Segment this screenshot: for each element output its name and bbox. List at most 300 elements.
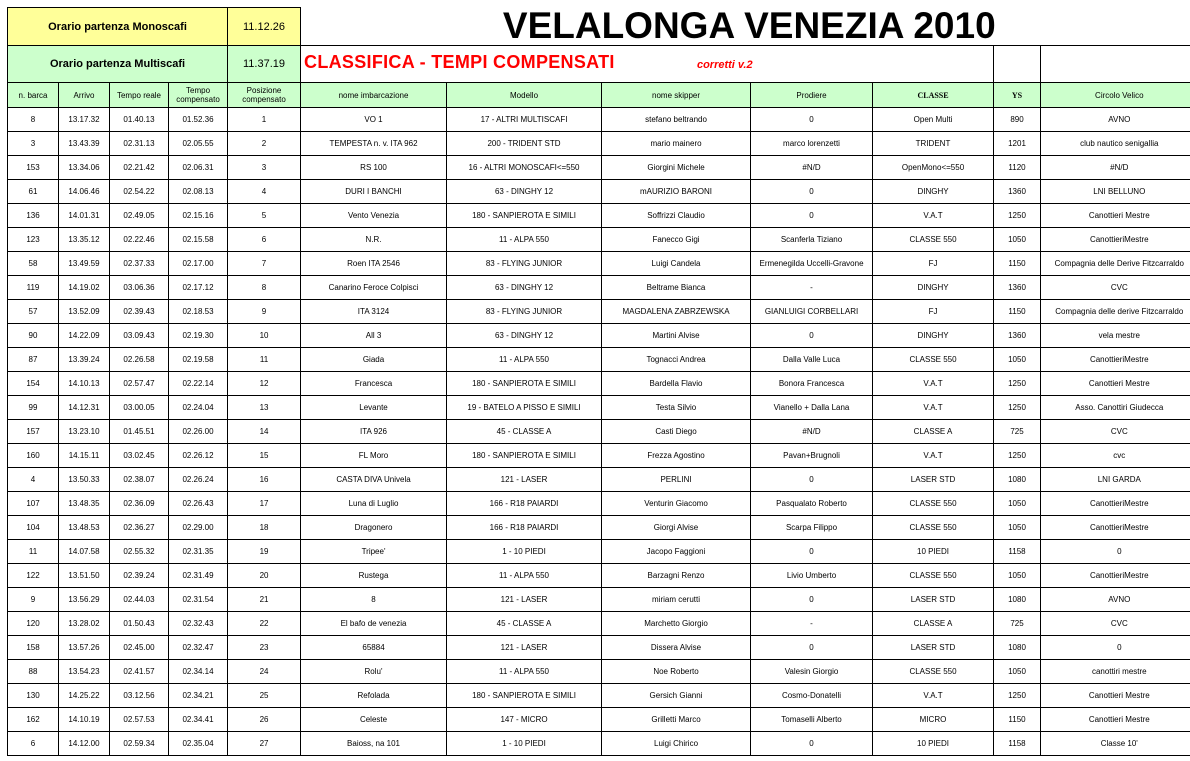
cell-compensato[interactable]: 02.26.43 <box>169 492 228 516</box>
cell-arrivo[interactable]: 13.35.12 <box>59 228 110 252</box>
cell-compensato[interactable]: 02.17.00 <box>169 252 228 276</box>
cell-barca[interactable]: 104 <box>8 516 59 540</box>
cell-compensato[interactable]: 02.18.53 <box>169 300 228 324</box>
cell-ys[interactable]: 1150 <box>994 708 1041 732</box>
cell-arrivo[interactable]: 14.12.00 <box>59 732 110 756</box>
cell-circolo[interactable]: CanottieriMestre <box>1041 564 1190 588</box>
cell-circolo[interactable]: canottiri mestre <box>1041 660 1190 684</box>
cell-circolo[interactable]: 0 <box>1041 540 1190 564</box>
cell-compensato[interactable]: 02.26.12 <box>169 444 228 468</box>
cell-reale[interactable]: 02.38.07 <box>110 468 169 492</box>
cell-reale[interactable]: 03.00.05 <box>110 396 169 420</box>
cell-classe[interactable]: LASER STD <box>873 636 994 660</box>
cell-arrivo[interactable]: 14.12.31 <box>59 396 110 420</box>
cell-arrivo[interactable]: 13.48.53 <box>59 516 110 540</box>
cell-nome[interactable]: Baioss, na 101 <box>301 732 447 756</box>
cell-nome[interactable]: 8 <box>301 588 447 612</box>
cell-barca[interactable]: 87 <box>8 348 59 372</box>
empty-cell[interactable] <box>994 46 1041 83</box>
cell-classe[interactable]: V.A.T <box>873 372 994 396</box>
cell-barca[interactable]: 58 <box>8 252 59 276</box>
cell-nome[interactable]: El bafo de venezia <box>301 612 447 636</box>
cell-posizione[interactable]: 14 <box>228 420 301 444</box>
cell-circolo[interactable]: Asso. Canottiri Giudecca <box>1041 396 1190 420</box>
empty-cell[interactable] <box>1041 46 1190 83</box>
cell-skipper[interactable]: Casti Diego <box>602 420 751 444</box>
cell-circolo[interactable]: CanottieriMestre <box>1041 492 1190 516</box>
cell-circolo[interactable]: AVNO <box>1041 108 1190 132</box>
cell-classe[interactable]: V.A.T <box>873 444 994 468</box>
cell-posizione[interactable]: 17 <box>228 492 301 516</box>
cell-posizione[interactable]: 8 <box>228 276 301 300</box>
cell-circolo[interactable]: LNI GARDA <box>1041 468 1190 492</box>
cell-circolo[interactable]: LNI BELLUNO <box>1041 180 1190 204</box>
cell-circolo[interactable]: CVC <box>1041 612 1190 636</box>
cell-classe[interactable]: TRIDENT <box>873 132 994 156</box>
cell-compensato[interactable]: 02.15.16 <box>169 204 228 228</box>
cell-prodiere[interactable]: 0 <box>751 108 873 132</box>
cell-ys[interactable]: 1080 <box>994 636 1041 660</box>
cell-nome[interactable]: All 3 <box>301 324 447 348</box>
cell-barca[interactable]: 154 <box>8 372 59 396</box>
cell-compensato[interactable]: 02.19.58 <box>169 348 228 372</box>
cell-modello[interactable]: 180 - SANPIEROTA E SIMILI <box>447 204 602 228</box>
cell-nome[interactable]: Roen ITA 2546 <box>301 252 447 276</box>
cell-ys[interactable]: 1150 <box>994 252 1041 276</box>
cell-nome[interactable]: Francesca <box>301 372 447 396</box>
cell-arrivo[interactable]: 14.07.58 <box>59 540 110 564</box>
cell-reale[interactable]: 02.31.13 <box>110 132 169 156</box>
cell-prodiere[interactable]: - <box>751 612 873 636</box>
cell-reale[interactable]: 02.37.33 <box>110 252 169 276</box>
cell-posizione[interactable]: 25 <box>228 684 301 708</box>
cell-nome[interactable]: Rolu' <box>301 660 447 684</box>
multi-start-time[interactable]: 11.37.19 <box>228 46 301 83</box>
cell-prodiere[interactable]: Scanferla Tiziano <box>751 228 873 252</box>
cell-prodiere[interactable]: - <box>751 276 873 300</box>
cell-arrivo[interactable]: 14.19.02 <box>59 276 110 300</box>
cell-arrivo[interactable]: 14.15.11 <box>59 444 110 468</box>
multi-start-label[interactable]: Orario partenza Multiscafi <box>8 46 228 83</box>
cell-circolo[interactable]: CanottieriMestre <box>1041 516 1190 540</box>
cell-barca[interactable]: 162 <box>8 708 59 732</box>
cell-barca[interactable]: 160 <box>8 444 59 468</box>
cell-arrivo[interactable]: 13.49.59 <box>59 252 110 276</box>
col-header-barca[interactable]: n. barca <box>8 83 59 108</box>
cell-nome[interactable]: ITA 3124 <box>301 300 447 324</box>
cell-prodiere[interactable]: Tomaselli Alberto <box>751 708 873 732</box>
cell-prodiere[interactable]: 0 <box>751 180 873 204</box>
cell-ys[interactable]: 725 <box>994 612 1041 636</box>
cell-reale[interactable]: 02.45.00 <box>110 636 169 660</box>
cell-reale[interactable]: 02.39.24 <box>110 564 169 588</box>
cell-skipper[interactable]: Noe Roberto <box>602 660 751 684</box>
cell-modello[interactable]: 11 - ALPA 550 <box>447 564 602 588</box>
cell-classe[interactable]: LASER STD <box>873 588 994 612</box>
cell-compensato[interactable]: 02.22.14 <box>169 372 228 396</box>
cell-modello[interactable]: 180 - SANPIEROTA E SIMILI <box>447 684 602 708</box>
cell-reale[interactable]: 02.44.03 <box>110 588 169 612</box>
cell-barca[interactable]: 157 <box>8 420 59 444</box>
cell-prodiere[interactable]: 0 <box>751 324 873 348</box>
cell-skipper[interactable]: Tognacci Andrea <box>602 348 751 372</box>
cell-skipper[interactable]: Luigi Chirico <box>602 732 751 756</box>
cell-circolo[interactable]: Classe 10' <box>1041 732 1190 756</box>
cell-posizione[interactable]: 5 <box>228 204 301 228</box>
cell-barca[interactable]: 99 <box>8 396 59 420</box>
cell-nome[interactable]: Vento Venezia <box>301 204 447 228</box>
cell-barca[interactable]: 8 <box>8 108 59 132</box>
cell-reale[interactable]: 01.50.43 <box>110 612 169 636</box>
cell-prodiere[interactable]: Pasqualato Roberto <box>751 492 873 516</box>
cell-compensato[interactable]: 02.15.58 <box>169 228 228 252</box>
cell-compensato[interactable]: 02.31.54 <box>169 588 228 612</box>
cell-circolo[interactable]: CanottieriMestre <box>1041 348 1190 372</box>
cell-ys[interactable]: 1158 <box>994 540 1041 564</box>
cell-ys[interactable]: 1150 <box>994 300 1041 324</box>
cell-prodiere[interactable]: 0 <box>751 732 873 756</box>
cell-prodiere[interactable]: Valesin Giorgio <box>751 660 873 684</box>
cell-barca[interactable]: 11 <box>8 540 59 564</box>
cell-nome[interactable]: Canarino Feroce Colpisci <box>301 276 447 300</box>
cell-ys[interactable]: 1120 <box>994 156 1041 180</box>
cell-reale[interactable]: 02.49.05 <box>110 204 169 228</box>
cell-arrivo[interactable]: 13.28.02 <box>59 612 110 636</box>
cell-compensato[interactable]: 02.34.41 <box>169 708 228 732</box>
cell-nome[interactable]: Rustega <box>301 564 447 588</box>
cell-skipper[interactable]: Gersich Gianni <box>602 684 751 708</box>
cell-skipper[interactable]: Dissera Alvise <box>602 636 751 660</box>
cell-arrivo[interactable]: 14.01.31 <box>59 204 110 228</box>
col-header-prodiere[interactable]: Prodiere <box>751 83 873 108</box>
cell-reale[interactable]: 02.39.43 <box>110 300 169 324</box>
cell-barca[interactable]: 123 <box>8 228 59 252</box>
cell-prodiere[interactable]: Ermenegilda Uccelli-Gravone <box>751 252 873 276</box>
cell-circolo[interactable]: CVC <box>1041 420 1190 444</box>
cell-compensato[interactable]: 02.05.55 <box>169 132 228 156</box>
cell-circolo[interactable]: Compagnia delle derive Fitzcarraldo <box>1041 300 1190 324</box>
cell-modello[interactable]: 17 - ALTRI MULTISCAFI <box>447 108 602 132</box>
cell-reale[interactable]: 03.12.56 <box>110 684 169 708</box>
cell-reale[interactable]: 02.26.58 <box>110 348 169 372</box>
cell-nome[interactable]: VO 1 <box>301 108 447 132</box>
cell-circolo[interactable]: cvc <box>1041 444 1190 468</box>
cell-barca[interactable]: 88 <box>8 660 59 684</box>
cell-posizione[interactable]: 6 <box>228 228 301 252</box>
cell-barca[interactable]: 130 <box>8 684 59 708</box>
col-header-ys[interactable]: YS <box>994 83 1041 108</box>
cell-modello[interactable]: 11 - ALPA 550 <box>447 660 602 684</box>
cell-reale[interactable]: 02.22.46 <box>110 228 169 252</box>
cell-classe[interactable]: LASER STD <box>873 468 994 492</box>
cell-classe[interactable]: OpenMono<=550 <box>873 156 994 180</box>
cell-modello[interactable]: 63 - DINGHY 12 <box>447 324 602 348</box>
cell-nome[interactable]: 65884 <box>301 636 447 660</box>
cell-nome[interactable]: Giada <box>301 348 447 372</box>
cell-skipper[interactable]: MAGDALENA ZABRZEWSKA <box>602 300 751 324</box>
cell-barca[interactable]: 90 <box>8 324 59 348</box>
cell-reale[interactable]: 02.57.47 <box>110 372 169 396</box>
cell-skipper[interactable]: PERLINI <box>602 468 751 492</box>
cell-barca[interactable]: 61 <box>8 180 59 204</box>
cell-prodiere[interactable]: Vianello + Dalla Lana <box>751 396 873 420</box>
cell-circolo[interactable]: CVC <box>1041 276 1190 300</box>
cell-prodiere[interactable]: #N/D <box>751 156 873 180</box>
cell-compensato[interactable]: 02.26.24 <box>169 468 228 492</box>
cell-prodiere[interactable]: Cosmo-Donatelli <box>751 684 873 708</box>
mono-start-time[interactable]: 11.12.26 <box>228 8 301 46</box>
cell-posizione[interactable]: 15 <box>228 444 301 468</box>
cell-reale[interactable]: 03.02.45 <box>110 444 169 468</box>
cell-skipper[interactable]: Soffrizzi Claudio <box>602 204 751 228</box>
cell-circolo[interactable]: Canottieri Mestre <box>1041 684 1190 708</box>
cell-skipper[interactable]: Grilletti Marco <box>602 708 751 732</box>
cell-posizione[interactable]: 12 <box>228 372 301 396</box>
cell-posizione[interactable]: 21 <box>228 588 301 612</box>
cell-compensato[interactable]: 02.06.31 <box>169 156 228 180</box>
mono-start-label[interactable]: Orario partenza Monoscafi <box>8 8 228 46</box>
cell-arrivo[interactable]: 13.51.50 <box>59 564 110 588</box>
cell-compensato[interactable]: 02.35.04 <box>169 732 228 756</box>
cell-prodiere[interactable]: Livio Umberto <box>751 564 873 588</box>
cell-arrivo[interactable]: 13.50.33 <box>59 468 110 492</box>
cell-modello[interactable]: 1 - 10 PIEDI <box>447 540 602 564</box>
cell-classe[interactable]: FJ <box>873 252 994 276</box>
cell-nome[interactable]: Dragonero <box>301 516 447 540</box>
cell-skipper[interactable]: mario mainero <box>602 132 751 156</box>
cell-ys[interactable]: 1360 <box>994 276 1041 300</box>
cell-posizione[interactable]: 24 <box>228 660 301 684</box>
cell-ys[interactable]: 1250 <box>994 372 1041 396</box>
cell-classe[interactable]: CLASSE 550 <box>873 228 994 252</box>
cell-prodiere[interactable]: Scarpa Filippo <box>751 516 873 540</box>
cell-circolo[interactable]: CanottieriMestre <box>1041 228 1190 252</box>
cell-arrivo[interactable]: 13.17.32 <box>59 108 110 132</box>
cell-classe[interactable]: CLASSE 550 <box>873 492 994 516</box>
col-header-circolo[interactable]: Circolo Velico <box>1041 83 1190 108</box>
cell-prodiere[interactable]: 0 <box>751 540 873 564</box>
cell-circolo[interactable]: AVNO <box>1041 588 1190 612</box>
cell-skipper[interactable]: Luigi Candela <box>602 252 751 276</box>
cell-nome[interactable]: Celeste <box>301 708 447 732</box>
cell-posizione[interactable]: 10 <box>228 324 301 348</box>
cell-reale[interactable]: 03.09.43 <box>110 324 169 348</box>
cell-compensato[interactable]: 02.29.00 <box>169 516 228 540</box>
cell-reale[interactable]: 02.36.27 <box>110 516 169 540</box>
cell-prodiere[interactable]: 0 <box>751 636 873 660</box>
cell-prodiere[interactable]: 0 <box>751 204 873 228</box>
cell-nome[interactable]: CASTA DIVA Univela <box>301 468 447 492</box>
cell-classe[interactable]: CLASSE A <box>873 612 994 636</box>
cell-classe[interactable]: CLASSE A <box>873 420 994 444</box>
cell-skipper[interactable]: Testa Silvio <box>602 396 751 420</box>
col-header-skipper[interactable]: nome skipper <box>602 83 751 108</box>
cell-barca[interactable]: 158 <box>8 636 59 660</box>
cell-compensato[interactable]: 02.17.12 <box>169 276 228 300</box>
cell-compensato[interactable]: 02.31.35 <box>169 540 228 564</box>
cell-circolo[interactable]: Canottieri Mestre <box>1041 708 1190 732</box>
cell-reale[interactable]: 02.21.42 <box>110 156 169 180</box>
cell-ys[interactable]: 1050 <box>994 348 1041 372</box>
cell-arrivo[interactable]: 13.48.35 <box>59 492 110 516</box>
cell-classe[interactable]: CLASSE 550 <box>873 348 994 372</box>
cell-reale[interactable]: 02.59.34 <box>110 732 169 756</box>
cell-modello[interactable]: 180 - SANPIEROTA E SIMILI <box>447 372 602 396</box>
cell-modello[interactable]: 121 - LASER <box>447 468 602 492</box>
cell-skipper[interactable]: Bardella Flavio <box>602 372 751 396</box>
cell-prodiere[interactable]: Bonora Francesca <box>751 372 873 396</box>
cell-classe[interactable]: 10 PIEDI <box>873 732 994 756</box>
cell-posizione[interactable]: 9 <box>228 300 301 324</box>
cell-barca[interactable]: 9 <box>8 588 59 612</box>
cell-arrivo[interactable]: 13.39.24 <box>59 348 110 372</box>
cell-reale[interactable]: 02.41.57 <box>110 660 169 684</box>
cell-skipper[interactable]: Venturin Giacomo <box>602 492 751 516</box>
cell-posizione[interactable]: 11 <box>228 348 301 372</box>
cell-modello[interactable]: 121 - LASER <box>447 636 602 660</box>
cell-modello[interactable]: 11 - ALPA 550 <box>447 228 602 252</box>
cell-modello[interactable]: 147 - MICRO <box>447 708 602 732</box>
cell-barca[interactable]: 120 <box>8 612 59 636</box>
cell-ys[interactable]: 1250 <box>994 444 1041 468</box>
cell-reale[interactable]: 01.40.13 <box>110 108 169 132</box>
cell-arrivo[interactable]: 13.56.29 <box>59 588 110 612</box>
col-header-nome[interactable]: nome imbarcazione <box>301 83 447 108</box>
cell-reale[interactable]: 02.54.22 <box>110 180 169 204</box>
cell-arrivo[interactable]: 13.54.23 <box>59 660 110 684</box>
cell-posizione[interactable]: 22 <box>228 612 301 636</box>
cell-posizione[interactable]: 27 <box>228 732 301 756</box>
cell-compensato[interactable]: 02.19.30 <box>169 324 228 348</box>
cell-posizione[interactable]: 19 <box>228 540 301 564</box>
cell-arrivo[interactable]: 13.57.26 <box>59 636 110 660</box>
cell-classe[interactable]: DINGHY <box>873 180 994 204</box>
col-header-arrivo[interactable]: Arrivo <box>59 83 110 108</box>
cell-circolo[interactable]: club nautico senigallia <box>1041 132 1190 156</box>
cell-barca[interactable]: 4 <box>8 468 59 492</box>
cell-compensato[interactable]: 02.34.14 <box>169 660 228 684</box>
cell-modello[interactable]: 180 - SANPIEROTA E SIMILI <box>447 444 602 468</box>
cell-skipper[interactable]: Frezza Agostino <box>602 444 751 468</box>
cell-circolo[interactable]: #N/D <box>1041 156 1190 180</box>
cell-barca[interactable]: 119 <box>8 276 59 300</box>
cell-ys[interactable]: 1250 <box>994 396 1041 420</box>
cell-arrivo[interactable]: 13.43.39 <box>59 132 110 156</box>
cell-ys[interactable]: 1158 <box>994 732 1041 756</box>
cell-compensato[interactable]: 02.24.04 <box>169 396 228 420</box>
cell-modello[interactable]: 166 - R18 PAIARDI <box>447 492 602 516</box>
cell-nome[interactable]: TEMPESTA n. v. ITA 962 <box>301 132 447 156</box>
cell-skipper[interactable]: Martini Alvise <box>602 324 751 348</box>
cell-arrivo[interactable]: 14.22.09 <box>59 324 110 348</box>
cell-compensato[interactable]: 02.08.13 <box>169 180 228 204</box>
cell-modello[interactable]: 11 - ALPA 550 <box>447 348 602 372</box>
cell-modello[interactable]: 16 - ALTRI MONOSCAFI<=550 <box>447 156 602 180</box>
cell-classe[interactable]: MICRO <box>873 708 994 732</box>
cell-posizione[interactable]: 16 <box>228 468 301 492</box>
cell-nome[interactable]: ITA 926 <box>301 420 447 444</box>
cell-skipper[interactable]: Giorgi Alvise <box>602 516 751 540</box>
cell-classe[interactable]: V.A.T <box>873 396 994 420</box>
cell-classe[interactable]: DINGHY <box>873 276 994 300</box>
cell-nome[interactable]: Refolada <box>301 684 447 708</box>
cell-arrivo[interactable]: 14.10.13 <box>59 372 110 396</box>
cell-prodiere[interactable]: Pavan+Brugnoli <box>751 444 873 468</box>
cell-reale[interactable]: 01.45.51 <box>110 420 169 444</box>
cell-arrivo[interactable]: 14.06.46 <box>59 180 110 204</box>
cell-modello[interactable]: 63 - DINGHY 12 <box>447 276 602 300</box>
cell-modello[interactable]: 83 - FLYING JUNIOR <box>447 300 602 324</box>
cell-prodiere[interactable]: Dalla Valle Luca <box>751 348 873 372</box>
col-header-modello[interactable]: Modello <box>447 83 602 108</box>
cell-arrivo[interactable]: 14.10.19 <box>59 708 110 732</box>
cell-modello[interactable]: 83 - FLYING JUNIOR <box>447 252 602 276</box>
col-header-compensato[interactable]: Tempo compensato <box>169 83 228 108</box>
cell-arrivo[interactable]: 13.23.10 <box>59 420 110 444</box>
cell-arrivo[interactable]: 13.34.06 <box>59 156 110 180</box>
cell-modello[interactable]: 63 - DINGHY 12 <box>447 180 602 204</box>
cell-circolo[interactable]: Canottieri Mestre <box>1041 372 1190 396</box>
cell-ys[interactable]: 1080 <box>994 468 1041 492</box>
cell-classe[interactable]: V.A.T <box>873 684 994 708</box>
cell-ys[interactable]: 1360 <box>994 180 1041 204</box>
cell-classe[interactable]: DINGHY <box>873 324 994 348</box>
cell-barca[interactable]: 122 <box>8 564 59 588</box>
cell-skipper[interactable]: Barzagni Renzo <box>602 564 751 588</box>
cell-modello[interactable]: 45 - CLASSE A <box>447 420 602 444</box>
cell-ys[interactable]: 890 <box>994 108 1041 132</box>
cell-nome[interactable]: RS 100 <box>301 156 447 180</box>
cell-ys[interactable]: 725 <box>994 420 1041 444</box>
cell-skipper[interactable]: Jacopo Faggioni <box>602 540 751 564</box>
cell-barca[interactable]: 6 <box>8 732 59 756</box>
cell-circolo[interactable]: Canottieri Mestre <box>1041 204 1190 228</box>
cell-ys[interactable]: 1050 <box>994 228 1041 252</box>
cell-ys[interactable]: 1050 <box>994 660 1041 684</box>
col-header-reale[interactable]: Tempo reale <box>110 83 169 108</box>
cell-ys[interactable]: 1050 <box>994 516 1041 540</box>
cell-classe[interactable]: Open Multi <box>873 108 994 132</box>
cell-nome[interactable]: DURI I BANCHI <box>301 180 447 204</box>
cell-classe[interactable]: CLASSE 550 <box>873 660 994 684</box>
cell-classe[interactable]: V.A.T <box>873 204 994 228</box>
cell-skipper[interactable]: Fanecco Gigi <box>602 228 751 252</box>
cell-arrivo[interactable]: 13.52.09 <box>59 300 110 324</box>
cell-circolo[interactable]: Compagnia delle Derive Fitzcarraldo <box>1041 252 1190 276</box>
cell-ys[interactable]: 1050 <box>994 492 1041 516</box>
cell-posizione[interactable]: 23 <box>228 636 301 660</box>
cell-compensato[interactable]: 02.34.21 <box>169 684 228 708</box>
cell-skipper[interactable]: Giorgini Michele <box>602 156 751 180</box>
cell-compensato[interactable]: 02.32.43 <box>169 612 228 636</box>
cell-prodiere[interactable]: GIANLUIGI CORBELLARI <box>751 300 873 324</box>
cell-posizione[interactable]: 20 <box>228 564 301 588</box>
cell-ys[interactable]: 1250 <box>994 204 1041 228</box>
cell-ys[interactable]: 1250 <box>994 684 1041 708</box>
cell-posizione[interactable]: 18 <box>228 516 301 540</box>
cell-skipper[interactable]: stefano beltrando <box>602 108 751 132</box>
cell-posizione[interactable]: 4 <box>228 180 301 204</box>
cell-arrivo[interactable]: 14.25.22 <box>59 684 110 708</box>
cell-ys[interactable]: 1360 <box>994 324 1041 348</box>
cell-posizione[interactable]: 3 <box>228 156 301 180</box>
cell-skipper[interactable]: Marchetto Giorgio <box>602 612 751 636</box>
cell-posizione[interactable]: 13 <box>228 396 301 420</box>
cell-prodiere[interactable]: 0 <box>751 588 873 612</box>
cell-ys[interactable]: 1050 <box>994 564 1041 588</box>
cell-reale[interactable]: 02.57.53 <box>110 708 169 732</box>
cell-compensato[interactable]: 01.52.36 <box>169 108 228 132</box>
